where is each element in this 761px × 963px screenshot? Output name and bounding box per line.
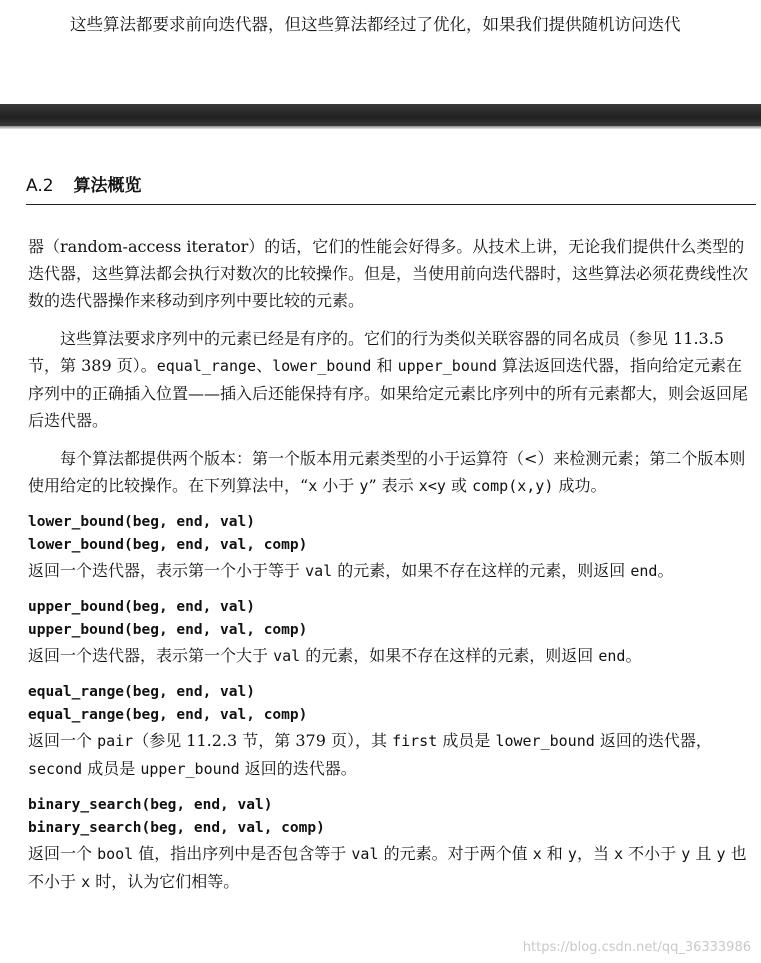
function-description: 返回一个 bool 值，指出序列中是否包含等于 val 的元素。对于两个值 x 和 y，当 x 不小于 y 且 y 也不小于 x 时，认为它们相等。 [28,844,747,891]
function-description: 返回一个迭代器，表示第一个小于等于 val 的元素，如果不存在这样的元素，则返回 end。 [28,561,674,580]
function-description: 返回一个迭代器，表示第一个大于 val 的元素，如果不存在这样的元素，则返回 end。 [28,646,642,665]
paragraph-2: 这些算法要求序列中的元素已经是有序的。它们的行为类似关联容器的同名成员（参见 11.3.5 节，第 389 页）。equal_range、lower_bound 和 upper_bound 算法返回迭代器，指向给定元素在序列中的正确插入位置——插入后还能保持有序。如果给定元素比序列中的所有元素都大，则会返回尾后迭代器。 [28,329,749,430]
watermark: https://blog.csdn.net/qq_36333986 [522,940,751,955]
function-signature: equal_range(beg, end, val) equal_range(beg, end, val, comp) [28,684,308,723]
inline-code: upper_bound [397,357,497,375]
inline-code: x [308,477,318,495]
inline-code: x<y [418,477,446,495]
inline-code: comp(x,y) [472,477,554,495]
page-divider [0,104,761,126]
paragraph-1: 器（random-access iterator）的话，它们的性能会好得多。从技术上讲，无论我们提供什么类型的迭代器，这些算法都会执行对数次的比较操作。但是，当使用前向迭代器时，这些算法必须花费线性次数的迭代器操作来移动到序列中要比较的元素。 [28,237,749,310]
function-signature: binary_search(beg, end, val) binary_search(beg, end, val, comp) [28,797,325,836]
previous-page-text: 这些算法都要求前向迭代器，但这些算法都经过了优化，如果我们提供随机访问迭代 [70,15,681,34]
inline-code: equal_range [156,357,257,375]
section-header [26,170,756,205]
function-signature: lower_bound(beg, end, val) lower_bound(beg, end, val, comp) [28,514,308,553]
section-title: 算法概览 [73,176,142,196]
section-number: A.2 [26,176,54,196]
paragraph-3: 每个算法都提供两个版本：第一个版本用元素类型的小于运算符（<）来检测元素；第二个版本则使用给定的比较操作。在下列算法中，“x 小于 y” 表示 x<y 或 comp(x,y) 成功。 [28,449,746,495]
function-description: 返回一个 pair（参见 11.2.3 节，第 379 页），其 first 成员是 lower_bound 返回的迭代器，second 成员是 upper_bound 返回的迭代器。 [28,731,712,778]
page-content [28,233,750,896]
inline-code: y [359,477,369,495]
inline-code: lower_bound [272,357,372,375]
function-signature: upper_bound(beg, end, val) upper_bound(beg, end, val, comp) [28,599,308,638]
